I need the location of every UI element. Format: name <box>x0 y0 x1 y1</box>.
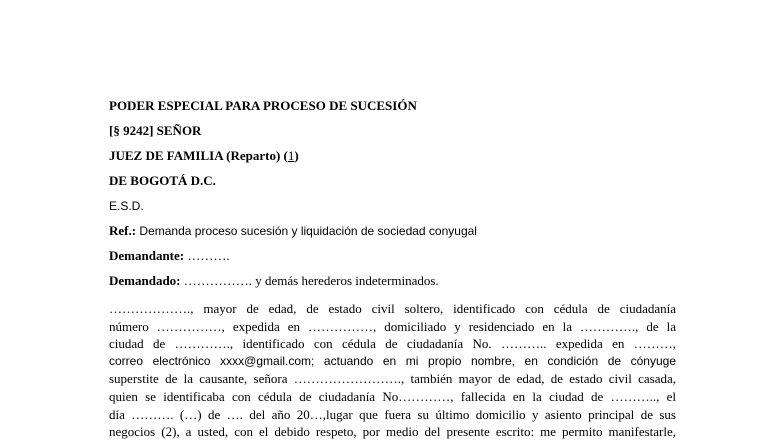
body-line: ciudad de …………., identificado con cédula de ciudadanía No. ……….. expedida en ………, <box>109 336 676 352</box>
reference-line: [§ 9242] SEÑOR <box>109 123 202 138</box>
demandante-label: Demandante: <box>109 248 185 263</box>
document-content <box>109 98 676 441</box>
demandado-value: ……………. y demás herederos indeterminados. <box>180 273 439 288</box>
city-line: DE BOGOTÁ D.C. <box>109 173 216 188</box>
body-line: superstite de la causante, señora ……………………., también mayor de edad, de estado civil casada, <box>109 371 676 387</box>
demandado-line <box>109 273 676 289</box>
footnote-link[interactable]: 1 <box>287 148 295 163</box>
body-line: ………………., mayor de edad, de estado civil soltero, identificado con cédula de ciudadanía <box>109 301 676 316</box>
body-line: negocios (2), a usted, con el debido respeto, por medio del presente escrito: me permito manifestarle, <box>109 424 676 440</box>
esd-line: E.S.D. <box>109 199 144 213</box>
body-line: número ……………, expedida en ……………, domiciliado y residenciado en la …………., de la <box>109 318 676 334</box>
demandado-label: Demandado: <box>109 273 181 288</box>
addressee-close: ) <box>294 148 299 163</box>
body-paragraph <box>109 300 676 441</box>
ref-line <box>109 223 676 239</box>
ref-label: Ref.: <box>109 223 137 238</box>
document-title: PODER ESPECIAL PARA PROCESO DE SUCESIÓN <box>109 98 417 113</box>
body-line: quien se identificaba con cédula de ciudadanía No…………, fallecida en la ciudad de ……….., el <box>109 388 676 404</box>
demandante-value: ………. <box>184 248 230 263</box>
demandante-line <box>109 248 676 264</box>
body-line: correo electrónico xxxx@gmail.com; actuando en mi propio nombre, en condición de cónyuge <box>109 353 676 368</box>
addressee-reparto: (Reparto) ( <box>222 148 288 163</box>
addressee-prefix: JUEZ DE FAMILIA <box>109 148 223 163</box>
ref-text: Demanda proceso sucesión y liquidación de sociedad conyugal <box>136 224 477 238</box>
addressee-line <box>109 148 676 164</box>
body-line: día ………. (…) de …. del año 20…,lugar que fuera su último domicilio y asiento principal de sus <box>109 406 676 422</box>
